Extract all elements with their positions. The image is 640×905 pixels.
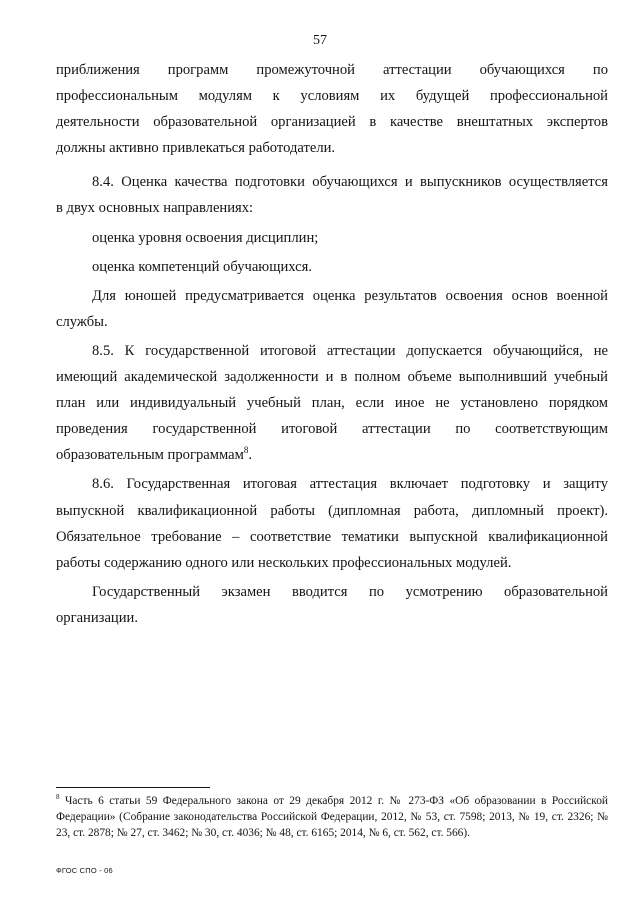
text-line: приближения программ промежуточной аттестации обучающихся по [56, 62, 608, 78]
text-line: имеющий академической задолженности и в полном объеме выполнивший учебный [56, 369, 608, 386]
text-line: 8.4. Оценка качества подготовки обучающихся и выпускников осуществляется [92, 174, 608, 191]
paragraph [56, 471, 608, 575]
text-line: Для юношей предусматривается оценка результатов освоения основ военной [92, 287, 608, 304]
footnote-marker: 8 [56, 793, 60, 802]
text-line-content: образовательным программам [56, 447, 244, 464]
paragraph [56, 338, 608, 468]
body-text [56, 57, 608, 631]
paragraph [56, 579, 608, 631]
paragraph [56, 254, 608, 280]
text-line: план или индивидуальный учебный план, если иное не установлено порядком [56, 395, 608, 412]
text-line: службы. [56, 313, 108, 330]
text-line: выпускной квалификационной работы (дипломная работа, дипломный проект). [56, 502, 608, 519]
footnote-text: Часть 6 статьи 59 Федерального закона от 29 декабря 2012 г. № 273-ФЗ «Об образовании в Российской Федерации» (Собрание законодательства Российской Федерации, 2012, № 53, ст. 7598; 2013, № 19, ст. 2326; № 23, ст. 2878; № 27, ст. 3462; № 30, ст. 4036; № 48, ст. 6165; 2014, № 6, ст. 562, ст. 566). [56, 795, 608, 839]
text-line: проведения государственной итоговой аттестации по соответствующим [56, 421, 608, 438]
text-line: оценка уровня освоения дисциплин; [92, 229, 319, 246]
text-line-tail: . [248, 447, 252, 464]
text-line: деятельности образовательной организацией в качестве внештатных экспертов [56, 114, 608, 131]
paragraph [56, 169, 608, 221]
text-line: 8.5. К государственной итоговой аттестации допускается обучающийся, не [92, 342, 608, 359]
text-line: Обязательное требование – соответствие тематики выпускной квалификационной [56, 528, 608, 545]
text-line [56, 442, 608, 468]
text-line: 8.6. Государственная итоговая аттестация включает подготовку и защиту [92, 476, 608, 493]
page-number: 57 [313, 33, 327, 48]
text-line: должны активно привлекаться работодатели. [56, 140, 336, 157]
text-line: в двух основных направлениях: [56, 200, 254, 217]
text-line: работы содержанию одного или нескольких профессиональных модулей. [56, 554, 512, 571]
text-line: Государственный экзамен вводится по усмотрению образовательной [92, 583, 608, 600]
document-code: ФГОС СПО - 06 [56, 866, 113, 875]
paragraph [56, 57, 608, 161]
text-line: профессиональным модулям к условиям их будущей профессиональной [56, 88, 608, 105]
footnote-divider [56, 787, 210, 788]
footnote [56, 793, 608, 841]
text-line: организации. [56, 609, 138, 626]
paragraph [56, 283, 608, 335]
paragraph [56, 225, 608, 251]
text-line: оценка компетенций обучающихся. [92, 258, 312, 275]
footnote-ref[interactable]: 8 [243, 445, 249, 456]
